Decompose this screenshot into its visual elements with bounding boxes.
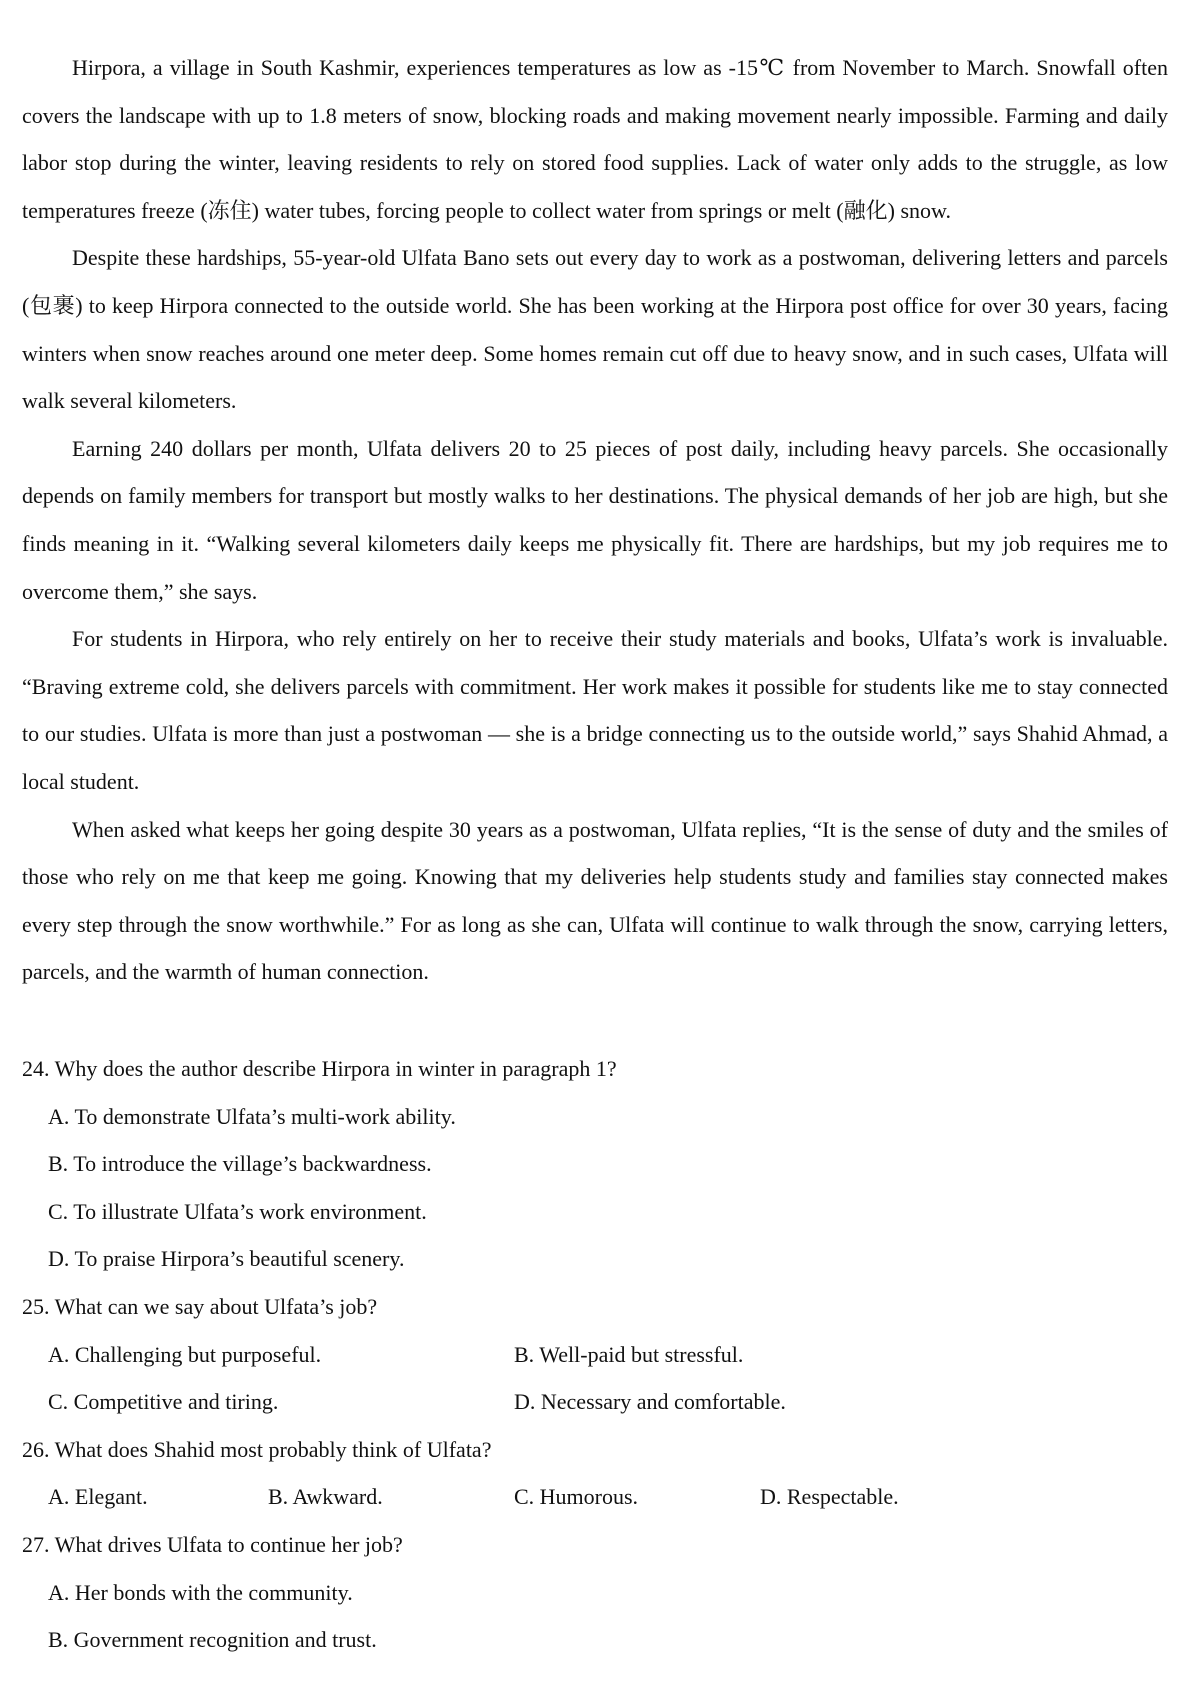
question-26 [22, 1426, 1168, 1521]
question-24 [22, 1045, 1168, 1283]
paragraph-3: Earning 240 dollars per month, Ulfata delivers 20 to 25 pieces of post daily, including heavy parcels. She occasionally depends on family members for transport but mostly walks to her destinations. The physical demands of her job are high, but she finds meaning in it. “Walking several kilometers daily keeps me physically fit. There are hardships, but my job requires me to overcome them,” she says. [22, 435, 1168, 604]
paragraph-5: When asked what keeps her going despite 30 years as a postwoman, Ulfata replies, “It is the sense of duty and the smiles of those who rely on me that keep me going. Knowing that my deliveries help students study and families stay connected makes every step through the snow worthwhile.” For as long as she can, Ulfata will continue to walk through the snow, carrying letters, parcels, and the warmth of human connection. [22, 816, 1168, 985]
question-list [22, 1045, 1168, 1664]
option-a[interactable]: A. To demonstrate Ulfata’s multi-work ability. [48, 1103, 456, 1129]
option-b[interactable]: B. Well-paid but stressful. [514, 1341, 744, 1367]
paragraph-4: For students in Hirpora, who rely entirely on her to receive their study materials and books, Ulfata’s work is invaluable. “Braving extreme cold, she delivers parcels with commitment. Her work makes it possible for students like me to stay connected to our studies. Ulfata is more than just a postwoman — she is a bridge connecting us to the outside world,” says Shahid Ahmad, a local student. [22, 626, 1168, 794]
option-c[interactable]: C. To illustrate Ulfata’s work environment. [48, 1198, 427, 1224]
option-d[interactable]: D. To praise Hirpora’s beautiful scenery. [48, 1246, 405, 1272]
question-stem: 24. Why does the author describe Hirpora in winter in paragraph 1? [22, 1056, 617, 1081]
question-stem: 27. What drives Ulfata to continue her job? [22, 1531, 403, 1557]
option-list [22, 1569, 1168, 1664]
question-stem: 26. What does Shahid most probably think of Ulfata? [22, 1436, 492, 1462]
paragraph-2: Despite these hardships, 55-year-old Ulfata Bano sets out every day to work as a postwoman, delivering letters and parcels (包裹) to keep Hirpora connected to the outside world. She has been working at the Hirpora post office for over 30 years, facing winters when snow reaches around one meter deep. Some homes remain cut off due to heavy snow, and in such cases, Ulfata will walk several kilometers. [22, 245, 1168, 414]
option-d[interactable]: D. Necessary and comfortable. [514, 1389, 786, 1415]
paragraph-1: Hirpora, a village in South Kashmir, experiences temperatures as low as -15℃ from November to March. Snowfall often covers the landscape with up to 1.8 meters of snow, blocking roads and making movement nearly impossible. Farming and daily labor stop during the winter, leaving residents to rely on stored food supplies. Lack of water only adds to the struggle, as low temperatures freeze (冻住) water tubes, forcing people to collect water from springs or melt (融化) snow. [22, 55, 1168, 223]
option-a[interactable]: A. Elegant. [48, 1484, 148, 1510]
option-list [22, 1093, 1168, 1283]
option-a[interactable]: A. Challenging but purposeful. [48, 1341, 322, 1367]
question-27 [22, 1521, 1168, 1664]
option-b[interactable]: B. To introduce the village’s backwardness. [48, 1151, 432, 1177]
option-c[interactable]: C. Competitive and tiring. [48, 1389, 279, 1415]
option-d[interactable]: D. Respectable. [760, 1484, 899, 1510]
reading-passage [22, 44, 1168, 996]
option-b[interactable]: B. Awkward. [268, 1484, 383, 1510]
option-a[interactable]: A. Her bonds with the community. [48, 1579, 353, 1605]
question-stem: 25. What can we say about Ulfata’s job? [22, 1293, 378, 1319]
option-list [22, 1331, 1168, 1426]
option-b[interactable]: B. Government recognition and trust. [48, 1627, 377, 1653]
option-list [22, 1473, 1168, 1521]
question-25 [22, 1283, 1168, 1426]
option-c[interactable]: C. Humorous. [514, 1484, 639, 1510]
